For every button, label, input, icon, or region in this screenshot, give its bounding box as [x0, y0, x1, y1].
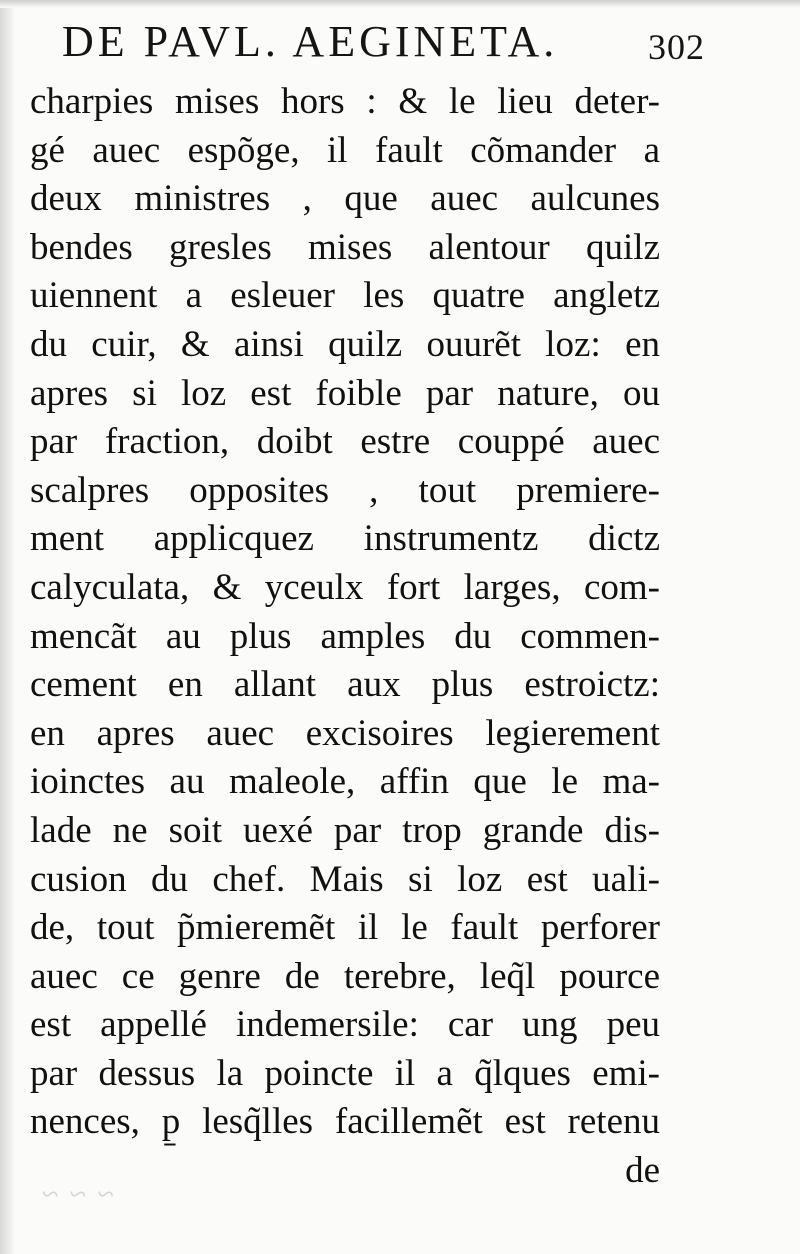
- text-line: calyculata, & yceulx fort larges, com-: [30, 566, 660, 608]
- text-line: cusion du chef. Mais si loz est uali-: [30, 858, 660, 900]
- text-line: nences, p̱ lesq̃lles facillemẽt est retenu: [30, 1101, 660, 1143]
- text-line: par dessus la poincte il a q̃lques emi-: [30, 1052, 660, 1094]
- body-text: [30, 78, 660, 1196]
- text-line: de, tout p̃mieremẽt il le fault perforer: [30, 907, 660, 949]
- text-line: cement en allant aux plus estroictz:: [30, 664, 660, 706]
- text-line: lade ne soit uexé par trop grande dis-: [30, 809, 660, 851]
- text-line: scalpres opposites , tout premiere-: [30, 469, 660, 511]
- page-shadow-top: [0, 0, 800, 8]
- text-line: du cuir, & ainsi quilz ouurẽt loz: en: [30, 323, 660, 365]
- text-line: par fraction, doibt estre couppé auec: [30, 421, 660, 463]
- text-line: bendes gresles mises alentour quilz: [30, 226, 660, 268]
- text-line: gé auec espõge, il fault cõmander a: [30, 129, 660, 171]
- page-number: 302: [648, 27, 705, 67]
- running-head: DE PAVL. AEGINETA.: [62, 17, 559, 66]
- text-line: apres si loz est foible par nature, ou: [30, 372, 660, 414]
- text-line: est appellé indemersile: car ung peu: [30, 1004, 660, 1046]
- catchword: de: [625, 1150, 660, 1192]
- page-header: [62, 14, 705, 74]
- text-line: deux ministres , que auec aulcunes: [30, 178, 660, 220]
- show-through-text: ~ ~ ~: [40, 1178, 114, 1211]
- text-line: auec ce genre de terebre, leq̃l pource: [30, 955, 660, 997]
- text-line: ioinctes au maleole, affin que le ma-: [30, 761, 660, 803]
- text-line: charpies mises hors : & le lieu deter-: [30, 81, 660, 122]
- text-line: uiennent a esleuer les quatre angletz: [30, 275, 660, 317]
- text-line: en apres auec excisoires legierement: [30, 712, 660, 754]
- page-shadow-left: [0, 0, 14, 1254]
- text-line: mencãt au plus amples du commen-: [30, 615, 660, 657]
- text-line: ment applicquez instrumentz dictz: [30, 518, 660, 560]
